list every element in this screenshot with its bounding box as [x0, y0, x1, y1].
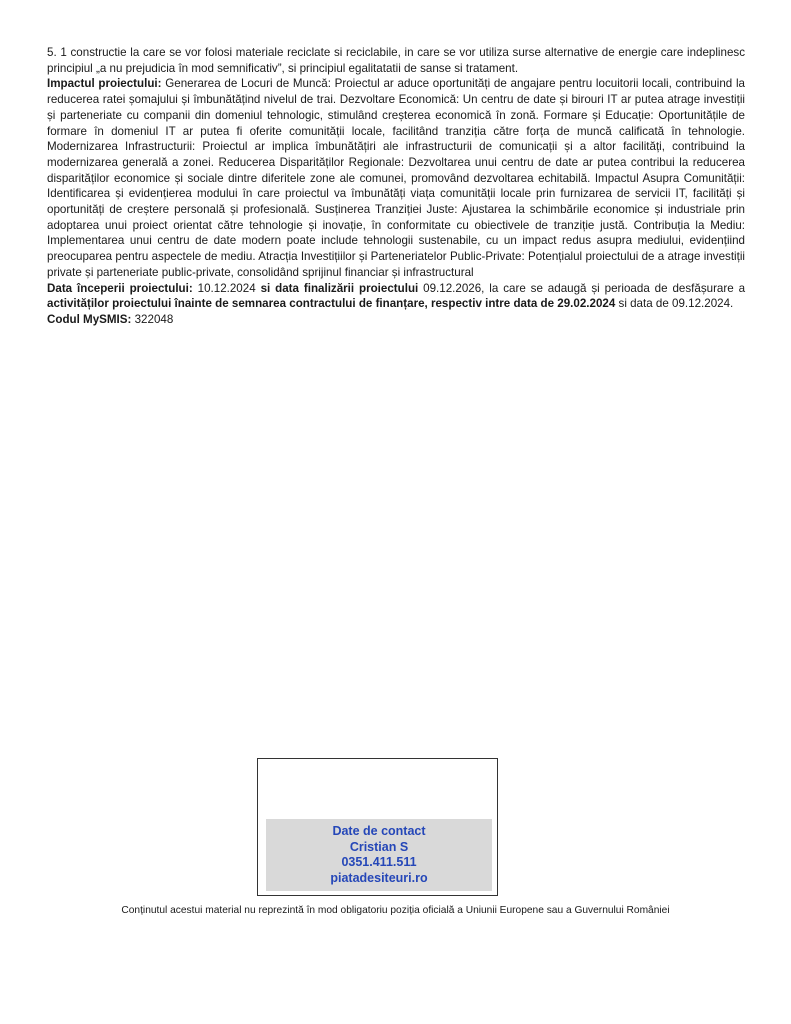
impact-label: Impactul proiectului: [47, 77, 162, 91]
contact-name: Cristian S [349, 839, 409, 854]
contact-box [257, 758, 498, 896]
end-date-label: si data finalizării proiectului [260, 281, 419, 295]
mysmis-paragraph [47, 312, 745, 328]
period-bold-text: activităților proiectului înainte de semnarea contractului de finanțare, respectiv intre data de 29.02.2024 [47, 297, 616, 311]
contact-site: piatadesiteuri.ro [330, 870, 428, 885]
contact-title: Date de contact [332, 824, 426, 838]
start-date-value: 10.12.2024 [192, 281, 261, 295]
impact-text: Generarea de Locuri de Muncă: Proiectul ar aduce oportunități de angajare pentru locuitorii locali, contribuind la reducerea ratei șomajului și îmbunătățind nivelul de trai. Dezvoltare Economică: Un centru de date și birouri IT ar putea atrage investiții și parteneriate cu companii din domeniul tehnologic, stimulând creșterea economică în zonă. Formare și Educație: Oportunitățile de formare în domeniul IT ar putea fi oferite comunității locale, facilitând tranziția către forța de muncă calificată în tehnologie. Modernizarea Infrastructurii: Proiectul ar implica îmbunătățiri ale infrastructurii de comunicații și a altor facilități, contribuind la modernizarea generală a zonei. Reducerea Disparităților Regionale: Dezvoltarea unui centru de date ar putea contribui la reducerea disparităților economice și sociale dintre diferitele zone ale comunei, promovând dezvoltarea echitabilă. Impactul Asupra Comunității: Identificarea și evidențierea modului în care proiectul va îmbunătăți viața comunității locale prin furnizarea de servicii IT, facilități și oportunități de creștere personală și profesională. Susținerea Tranziției Juste: Ajustarea la schimbările economice și industriale prin adoptarea unui proiect orientat către tehnologie și inovație, în conformitate cu obiectivele de tranziție justă. Contribuția la Mediu: Implementarea unui centru de date modern poate include tehnologii sustenabile, cu un impact redus asupra mediului, evidențiind preocuparea pentru aspectele de mediu. Atracția Investițiilor și Parteneriatelor Public-Private: Potențialul proiectului de a atrage investiții private și parteneriate public-private, consolidând sprijinul financiar și infrastructural [47, 77, 745, 279]
item-5-paragraph: 5. 1 constructie la care se vor folosi materiale reciclate si reciclabile, in care se vor utiliza surse alternative de energie care indeplinesc principiul „a nu prejudicia în mod semnificativ”, si principiul egalitatatii de sanse si tratament. [47, 46, 745, 75]
end-date-value: 09.12.2026, la care se adaugă și perioada de desfășurare a [418, 281, 746, 295]
period-tail-text: si data de 09.12.2024. [615, 297, 734, 311]
start-date-label: Data începerii proiectului: [47, 281, 193, 295]
mysmis-label: Codul MySMIS: [47, 312, 132, 326]
document-body [47, 45, 745, 328]
footer-disclaimer: Conținutul acestui material nu reprezintă în mod obligatoriu poziția oficială a Uniunii Europene sau a Guvernului României [121, 905, 670, 916]
mysmis-value: 322048 [131, 312, 174, 326]
dates-paragraph [47, 281, 745, 312]
impact-paragraph [47, 76, 745, 280]
contact-phone: 0351.411.511 [341, 855, 417, 869]
contact-panel [266, 819, 492, 891]
